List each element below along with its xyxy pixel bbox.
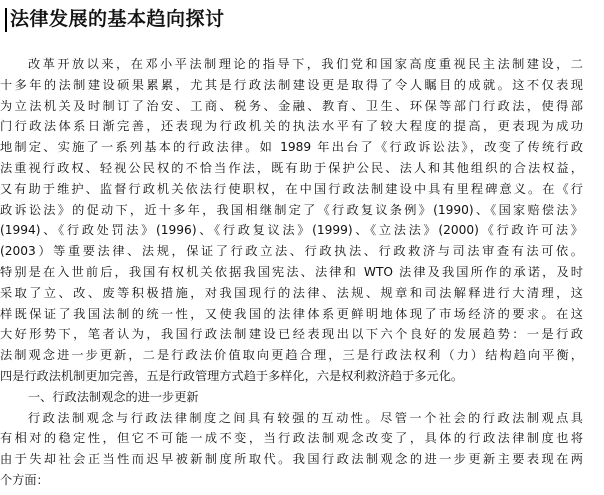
- text-line: 法重视行政权、轻视公民权的不恰当作法，既有助于保护公民、法人和其他组织的合法权益，: [0, 160, 583, 175]
- section-heading: 一、行政法制观念的进一步更新: [28, 389, 199, 404]
- text-line: 由于失却社会正当性而迟早被新制度所取代。我国行政法制观念的进一步更新主要表现在两: [0, 452, 583, 467]
- text-line: 十多年的法制建设硕果累累，尤其是行政法制建设更是取得了令人瞩目的成就。这不仅表现: [0, 77, 583, 92]
- text-line: 四是行政法机制更加完善，五是行政管理方式趋于多样化，六是权利救济趋于多元化。: [0, 368, 464, 383]
- text-line: 行政法制观念与行政法律制度之间具有较强的互动性。尽管一个社会的行政法制观点具: [28, 410, 583, 425]
- text-line: 样既保证了我国法制的统一性，又使我国的法律体系更鲜明地体现了市场经济的要求。在这: [0, 306, 583, 321]
- text-line: 特别是在入世前后，我国有权机关依据我国宪法、法律和 WTO 法律及我国所作的承诺，及时: [0, 264, 583, 279]
- text-line: 采取了立、改、废等积极措施，对我国现行的法律、法规、规章和司法解释进行大清理，这: [0, 285, 583, 300]
- text-line: 改革开放以来，在邓小平法制理论的指导下，我们党和国家高度重视民主法制建设，二: [28, 57, 583, 71]
- text-line: 门行政法体系日渐完善，还表现为行政机关的执法水平有了较大程度的提高，更表现为成功: [0, 119, 583, 134]
- document-body: [0, 54, 583, 491]
- text-line: 地制定、实施了一系列基本的行政法律。如 1989 年出台了《行政诉讼法》，改变了传统行政: [0, 140, 583, 155]
- text-line: 为立法机关及时制订了治安、工商、税务、金融、教育、卫生、环保等部门行政法，使得部: [0, 98, 583, 113]
- text-line: (1994)、《行政处罚法》(1996)、《行政复议法》(1999)、《立法法》(2000)《行政许可法》: [0, 223, 583, 238]
- text-line: 政诉讼法》的促动下，近十多年，我国相继制定了《行政复议条例》(1990)、《国家赔偿法》: [0, 202, 583, 217]
- text-line: 有相对的稳定性，但它不可能一成不变，当行政法制观念改变了，具体的行政法律制度也将: [0, 431, 583, 446]
- text-cursor: [5, 8, 7, 32]
- text-line: 又有助于维护、监督行政机关依法行使职权，在中国行政法制建设中具有里程碑意义。在《行: [0, 181, 583, 196]
- text-line: 法制观念进一步更新，二是行政法价值取向更趋合理，三是行政法权利（力）结构趋向平衡，: [0, 348, 583, 363]
- text-line: 大好形势下，笔者认为，我国行政法制建设已经表现出以下六个良好的发展趋势：一是行政: [0, 327, 583, 342]
- text-line: (2003）等重要法律、法规，保证了行政立法、行政执法、行政救济与司法审查有法可依。: [0, 244, 583, 259]
- page-title: 法律发展的基本趋向探讨: [10, 8, 225, 30]
- text-line: 个方面：: [0, 472, 49, 487]
